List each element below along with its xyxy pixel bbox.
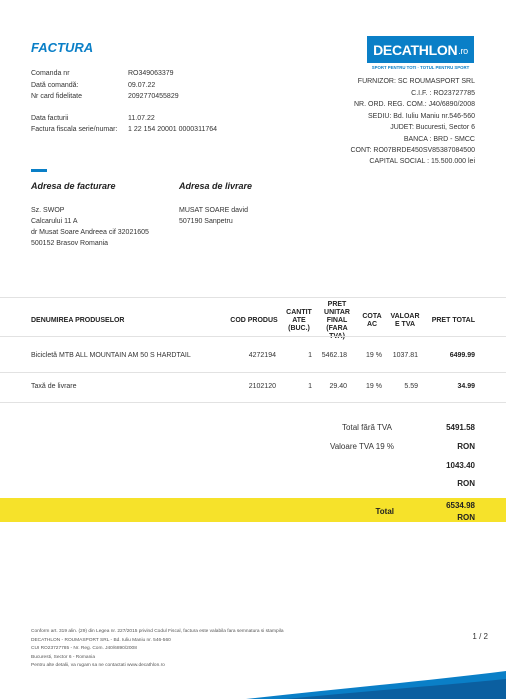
supplier-line: NR. ORD. REG. COM.: J40/6890/2008 bbox=[354, 101, 475, 108]
table-top-divider bbox=[0, 297, 506, 298]
page-number: 1 / 2 bbox=[472, 632, 488, 641]
logo-suffix-text: .ro bbox=[458, 46, 468, 56]
row-total: 34.99 bbox=[457, 383, 475, 390]
shipping-address-line: MUSAT SOARE david bbox=[179, 207, 248, 214]
billing-address-title: Adresa de facturare bbox=[31, 181, 116, 191]
grand-total-value: 6534.98 bbox=[446, 501, 475, 510]
billing-address-line: Sz. SWOP bbox=[31, 207, 65, 214]
col-header-vat-rate-line: AC bbox=[366, 321, 378, 328]
logo-main-text: DECATHLON bbox=[373, 41, 458, 58]
row-code: 4272194 bbox=[248, 352, 276, 359]
grand-total-currency: RON bbox=[457, 513, 475, 522]
supplier-line: CONT: RO07BRDE450SV85387084500 bbox=[350, 147, 475, 154]
order-date-value: 09.07.22 bbox=[128, 82, 156, 89]
footer-legal-line: Pentru alte detalii, va rugam sa ne contactati www.decathlon.ro bbox=[31, 663, 165, 668]
net-total-value: 5491.58 bbox=[446, 423, 475, 432]
col-header-code: COD PRODUS bbox=[230, 317, 278, 324]
table-bottom-divider bbox=[0, 402, 506, 403]
row-vat-rate: 19 % bbox=[366, 383, 382, 390]
col-header-unit-price-line: UNITAR bbox=[324, 309, 350, 316]
row-vat-value: 1037.81 bbox=[392, 352, 418, 359]
col-header-vat-value-line: VALOAR bbox=[390, 313, 420, 320]
billing-address-line: 500152 Brasov Romania bbox=[31, 240, 109, 247]
invoice-date-label: Data facturii bbox=[31, 115, 69, 122]
vat-total-label: Valoare TVA 19 % bbox=[329, 442, 394, 451]
footer-legal-line: DECATHLON - ROUMASPORT SRL - Bd. Iuliu Maniu nr. 546-560 bbox=[31, 638, 171, 643]
footer-legal-line: CUI RO23727785 - Nr. Reg. Com. J40/6890/2008 bbox=[31, 646, 137, 651]
billing-address-line: Calcarului 11 A bbox=[31, 218, 78, 225]
supplier-line: JUDET: Bucuresti, Sector 6 bbox=[390, 124, 475, 131]
order-date-label: Dată comandă: bbox=[31, 82, 79, 89]
supplier-line: C.I.F. : RO23727785 bbox=[411, 90, 475, 97]
vat-total-currency: RON bbox=[457, 442, 475, 451]
col-header-vat-value-line: E TVA bbox=[394, 321, 416, 328]
footer-legal-line: Bucuresti, Sector 6 - Romania bbox=[31, 655, 95, 660]
shipping-address-title: Adresa de livrare bbox=[179, 181, 253, 191]
col-header-unit-price-line: FINAL bbox=[326, 317, 348, 324]
row-code: 2102120 bbox=[248, 383, 276, 390]
col-header-vat-rate-line: COTA bbox=[362, 313, 382, 320]
table-header-divider bbox=[0, 336, 506, 337]
col-header-total: PRET TOTAL bbox=[431, 317, 475, 324]
shipping-address-line: 507190 Sanpetru bbox=[179, 218, 233, 225]
col-header-vat-rate bbox=[358, 313, 386, 329]
col-header-unit-price-line: PRET bbox=[327, 301, 347, 308]
row-unit-price: 29.40 bbox=[329, 383, 347, 390]
net-total-label: Total fără TVA bbox=[342, 423, 392, 432]
row-qty: 1 bbox=[308, 383, 312, 390]
invoice-series-label: Factura fiscala serie/numar: bbox=[31, 126, 118, 133]
col-header-vat-value bbox=[388, 313, 422, 329]
row-vat-rate: 19 % bbox=[366, 352, 382, 359]
col-header-unit-price-line: (FARA bbox=[326, 325, 348, 332]
supplier-line: FURNIZOR: SC ROUMASPORT SRL bbox=[357, 78, 475, 85]
row-qty: 1 bbox=[308, 352, 312, 359]
col-header-qty-line: CANTIT bbox=[286, 309, 312, 316]
order-number-label: Comanda nr bbox=[31, 70, 70, 77]
supplier-line: SEDIU: Bd. Iuliu Maniu nr.546-560 bbox=[367, 113, 475, 120]
col-header-product: DENUMIREA PRODUSELOR bbox=[31, 317, 125, 324]
order-number-value: RO349063379 bbox=[128, 70, 174, 77]
col-header-unit-price bbox=[319, 301, 355, 341]
loyalty-card-value: 2092770455829 bbox=[128, 93, 179, 100]
row-total: 6499.99 bbox=[449, 352, 475, 359]
vat-total-value-currency: RON bbox=[457, 479, 475, 488]
footer-legal-line: Conform art. 319 alin. (29) din Legea nr. 227/2015 privind Codul Fiscal, factura este valabila fara semnatura si stampila bbox=[31, 629, 284, 634]
billing-address-line: dr Musat Soare Andreea cif 32021605 bbox=[31, 229, 149, 236]
row-unit-price: 5462.18 bbox=[321, 352, 347, 359]
vat-total-value: 1043.40 bbox=[446, 461, 475, 470]
decathlon-logo bbox=[367, 36, 474, 63]
decorative-corner-swoosh bbox=[246, 671, 506, 699]
col-header-qty bbox=[284, 309, 314, 333]
table-row bbox=[0, 340, 506, 370]
col-header-qty-line: (BUC.) bbox=[288, 325, 310, 332]
col-header-qty-line: ATE bbox=[292, 317, 306, 324]
row-product: Bicicletă MTB ALL MOUNTAIN AM 50 S HARDTAIL bbox=[31, 352, 191, 359]
invoice-date-value: 11.07.22 bbox=[128, 115, 155, 122]
table-row bbox=[0, 372, 506, 402]
invoice-title: FACTURA bbox=[31, 40, 94, 55]
logo-tagline: SPORT PENTRU TOTI · TOTUL PENTRU SPORT bbox=[371, 65, 470, 70]
supplier-line: BANCA : BRD - SMCC bbox=[403, 136, 475, 143]
row-vat-value: 5.59 bbox=[404, 383, 418, 390]
row-product: Taxă de livrare bbox=[31, 383, 77, 390]
supplier-line: CAPITAL SOCIAL : 15.500.000 lei bbox=[369, 158, 475, 165]
invoice-series-value: 1 22 154 20001 0000311764 bbox=[128, 126, 218, 133]
grand-total-label: Total bbox=[375, 507, 394, 516]
section-accent-bar bbox=[31, 169, 47, 172]
loyalty-card-label: Nr card fidelitate bbox=[31, 93, 82, 100]
